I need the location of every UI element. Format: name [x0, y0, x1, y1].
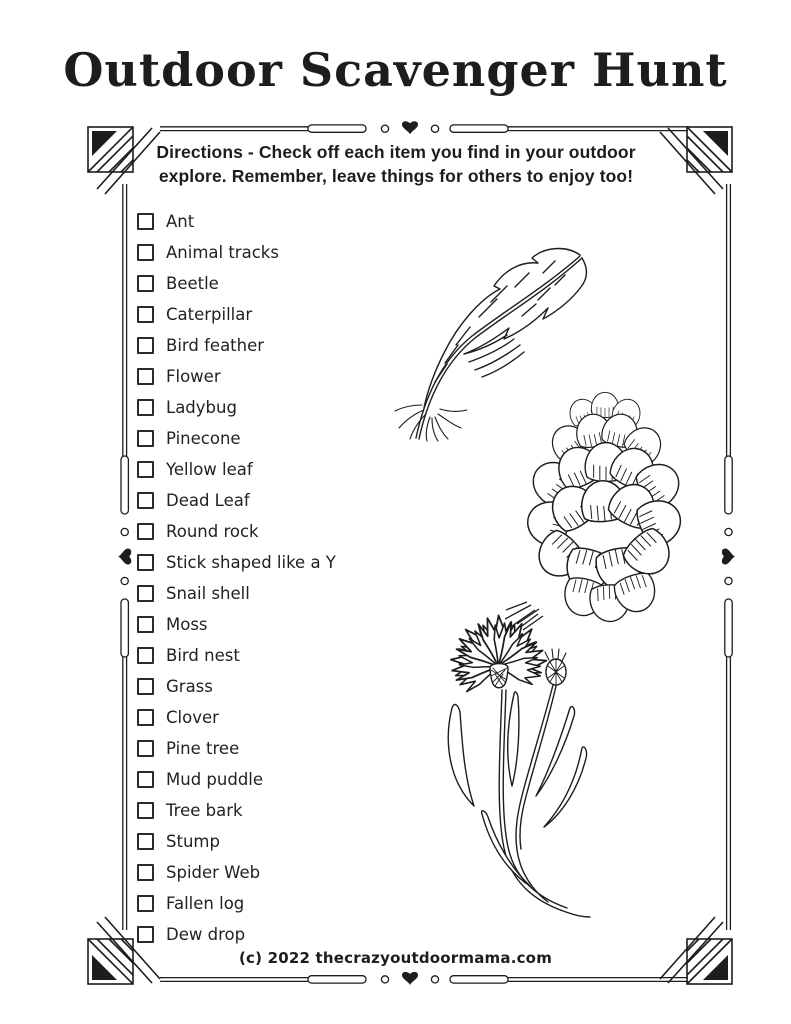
- item-label: Pinecone: [166, 429, 241, 448]
- checkbox[interactable]: [137, 306, 154, 323]
- checklist-item: [137, 547, 336, 578]
- item-label: Ladybug: [166, 398, 237, 417]
- item-label: Yellow leaf: [166, 460, 253, 479]
- circle-ornament: [725, 528, 732, 535]
- checklist-item: [137, 609, 336, 640]
- heart-icon: [722, 549, 735, 565]
- item-label: Round rock: [166, 522, 259, 541]
- checkbox[interactable]: [137, 523, 154, 540]
- checklist-item: [137, 702, 336, 733]
- checkbox[interactable]: [137, 740, 154, 757]
- item-label: Dew drop: [166, 925, 246, 944]
- cornflower-illustration: [432, 590, 647, 922]
- checkbox[interactable]: [137, 337, 154, 354]
- circle-ornament: [431, 125, 438, 132]
- heart-icon: [118, 549, 131, 565]
- checklist-item: [137, 671, 336, 702]
- circle-ornament: [121, 528, 128, 535]
- checklist-item: [137, 764, 336, 795]
- checkbox[interactable]: [137, 802, 154, 819]
- checklist-item: [137, 454, 336, 485]
- item-label: Pine tree: [166, 739, 240, 758]
- checkbox[interactable]: [137, 771, 154, 788]
- checkbox[interactable]: [137, 864, 154, 881]
- checklist: [137, 206, 336, 950]
- page-title: Outdoor Scavenger Hunt: [63, 43, 728, 97]
- circle-ornament: [381, 125, 388, 132]
- item-label: Spider Web: [166, 863, 261, 882]
- checkbox[interactable]: [137, 430, 154, 447]
- checkbox[interactable]: [137, 647, 154, 664]
- directions-line-2: explore. Remember, leave things for others to enjoy too!: [158, 165, 634, 186]
- heart-icon: [402, 121, 418, 134]
- checkbox[interactable]: [137, 244, 154, 261]
- item-label: Clover: [166, 708, 219, 727]
- item-label: Stick shaped like a Y: [166, 553, 336, 572]
- item-label: Flower: [166, 367, 221, 386]
- item-label: Mud puddle: [166, 770, 264, 789]
- checkbox[interactable]: [137, 895, 154, 912]
- item-label: Ant: [166, 212, 195, 231]
- item-label: Tree bark: [166, 801, 243, 820]
- item-label: Grass: [166, 677, 213, 696]
- checkbox[interactable]: [137, 926, 154, 943]
- item-label: Moss: [166, 615, 208, 634]
- item-label: Bird feather: [166, 336, 265, 355]
- checklist-item: [137, 826, 336, 857]
- checklist-item: [137, 206, 336, 237]
- checkbox[interactable]: [137, 399, 154, 416]
- checklist-item: [137, 423, 336, 454]
- checklist-item: [137, 733, 336, 764]
- checklist-item: [137, 919, 336, 950]
- checkbox[interactable]: [137, 585, 154, 602]
- item-label: Dead Leaf: [166, 491, 250, 510]
- checklist-item: [137, 392, 336, 423]
- checkbox[interactable]: [137, 213, 154, 230]
- checkbox[interactable]: [137, 368, 154, 385]
- checklist-item: [137, 516, 336, 547]
- item-label: Stump: [166, 832, 220, 851]
- circle-ornament: [431, 976, 438, 983]
- checklist-item: [137, 299, 336, 330]
- checklist-item: [137, 485, 336, 516]
- checkbox[interactable]: [137, 492, 154, 509]
- directions-text: [96, 141, 696, 188]
- item-label: Animal tracks: [166, 243, 279, 262]
- checkbox[interactable]: [137, 554, 154, 571]
- checklist-item: [137, 330, 336, 361]
- checklist-item: [137, 361, 336, 392]
- checklist-item: [137, 237, 336, 268]
- checklist-item: [137, 857, 336, 888]
- checklist-item: [137, 795, 336, 826]
- circle-ornament: [381, 976, 388, 983]
- item-label: Snail shell: [166, 584, 250, 603]
- item-label: Beetle: [166, 274, 219, 293]
- checkbox[interactable]: [137, 461, 154, 478]
- checklist-item: [137, 888, 336, 919]
- circle-ornament: [725, 577, 732, 584]
- item-label: Fallen log: [166, 894, 245, 913]
- checklist-item: [137, 268, 336, 299]
- item-label: Bird nest: [166, 646, 240, 665]
- checkbox[interactable]: [137, 709, 154, 726]
- heart-icon: [402, 972, 418, 985]
- checkbox[interactable]: [137, 833, 154, 850]
- checkbox[interactable]: [137, 678, 154, 695]
- checkbox[interactable]: [137, 616, 154, 633]
- directions-line-1: Directions - Check off each item you find in your outdoor: [156, 142, 636, 162]
- item-label: Caterpillar: [166, 305, 253, 324]
- circle-ornament: [121, 577, 128, 584]
- checklist-item: [137, 640, 336, 671]
- checklist-item: [137, 578, 336, 609]
- copyright-text: (c) 2022 thecrazyoutdoormama.com: [238, 949, 553, 967]
- checkbox[interactable]: [137, 275, 154, 292]
